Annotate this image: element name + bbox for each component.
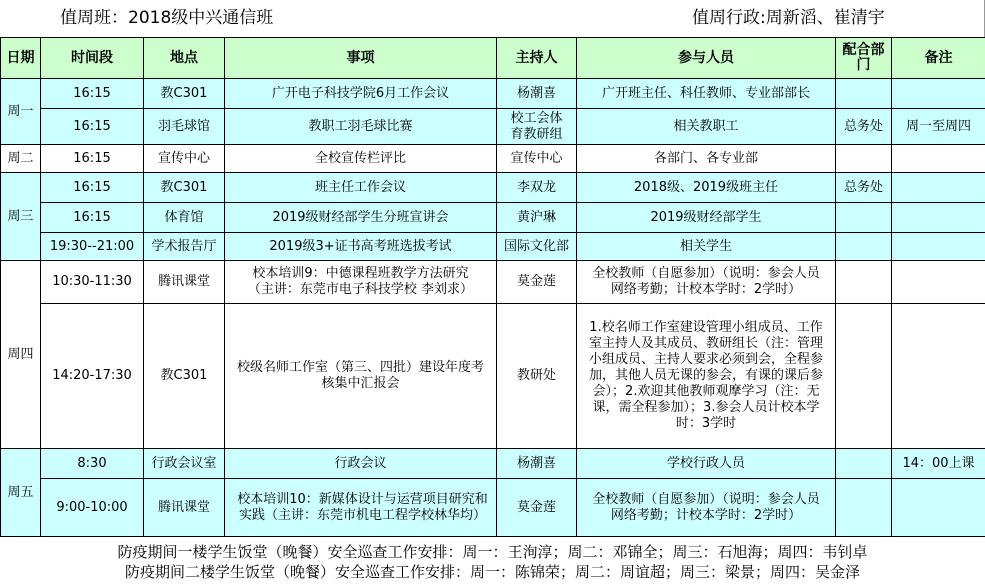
header-item: 事项 [225,38,497,79]
cell-host: 宣传中心 [497,145,577,173]
cell-dept [836,261,892,304]
header-participants: 参与人员 [577,38,836,79]
cell-time: 16:15 [41,173,144,203]
cell-dept [836,304,892,449]
day-wednesday: 周三 [1,173,41,261]
cell-participants: 相关学生 [577,233,836,261]
cell-time: 16:15 [41,109,144,145]
cell-dept [836,145,892,173]
cell-participants: 2018级、2019级班主任 [577,173,836,203]
cell-time: 9:00-10:00 [41,479,144,537]
cell-note: 周一至周四 [892,109,985,145]
cell-participants: 2019级财经部学生 [577,203,836,233]
cell-note [892,304,985,449]
cell-place: 腾讯课堂 [144,261,225,304]
table-row [1,449,985,479]
duty-class: 值周班：2018级中兴通信班 [60,8,274,28]
cell-item: 班主任工作会议 [225,173,497,203]
cell-time: 14:20-17:30 [41,304,144,449]
cell-place: 教C301 [144,173,225,203]
cell-dept: 总务处 [836,173,892,203]
header-day: 日期 [1,38,41,79]
cell-host: 李双龙 [497,173,577,203]
cell-note [892,173,985,203]
table-row [1,261,985,304]
cell-item: 行政会议 [225,449,497,479]
cell-item: 校本培训10：新媒体设计与运营项目研究和实践（主讲：东莞市机电工程学校林华均） [225,479,497,537]
cell-dept [836,79,892,109]
cell-host: 黄沪琳 [497,203,577,233]
top-bar [0,0,985,37]
cell-item: 全校宣传栏评比 [225,145,497,173]
cell-item: 2019级财经部学生分班宣讲会 [225,203,497,233]
day-thursday: 周四 [1,261,41,449]
cell-participants: 广开班主任、科任教师、专业部部长 [577,79,836,109]
cell-note [892,79,985,109]
table-row [1,203,985,233]
cell-time: 19:30--21:00 [41,233,144,261]
cell-participants: 全校教师（自愿参加）（说明：参会人员网络考勤；计校本学时：2学时） [577,261,836,304]
table-row [1,145,985,173]
cell-note [892,479,985,537]
table-row [1,233,985,261]
footer-line-1: 防疫期间一楼学生饭堂（晚餐）安全巡查工作安排：周一：王洵淳；周二：邓锦全；周三：石旭海；周四：韦钊卓 [117,543,868,561]
footer-line-2: 防疫期间二楼学生饭堂（晚餐）安全巡查工作安排：周一：陈锦荣；周二：周谊超；周三：梁景；周四：吴金泽 [124,563,860,581]
cell-place: 学术报告厅 [144,233,225,261]
cell-time: 16:15 [41,145,144,173]
header-note: 备注 [892,38,985,79]
cell-time: 10:30-11:30 [41,261,144,304]
cell-place: 体育馆 [144,203,225,233]
cell-time: 16:15 [41,203,144,233]
cell-item: 教职工羽毛球比赛 [225,109,497,145]
cell-note: 14：00上课 [892,449,985,479]
cell-dept [836,203,892,233]
table-row [1,304,985,449]
cell-item: 2019级3+证书高考班选拔考试 [225,233,497,261]
cell-participants: 学校行政人员 [577,449,836,479]
cell-dept [836,479,892,537]
cell-place: 腾讯课堂 [144,479,225,537]
cell-host: 莫金莲 [497,479,577,537]
cell-note [892,233,985,261]
cell-place: 行政会议室 [144,449,225,479]
header-time: 时间段 [41,38,144,79]
cell-note [892,261,985,304]
cell-item: 校级名师工作室（第三、四批）建设年度考核集中汇报会 [225,304,497,449]
cell-note [892,145,985,173]
cell-time: 16:15 [41,79,144,109]
day-monday: 周一 [1,79,41,145]
duty-admin: 值周行政:周新滔、崔清宇 [692,8,885,28]
cell-place: 宣传中心 [144,145,225,173]
cell-item: 校本培训9：中德课程班教学方法研究（主讲：东莞市电子科技学校 李刘求） [225,261,497,304]
cell-dept [836,449,892,479]
cell-item: 广开电子科技学院6月工作会议 [225,79,497,109]
cell-dept: 总务处 [836,109,892,145]
cell-participants: 各部门、各专业部 [577,145,836,173]
footer-notes [0,542,985,582]
header-dept: 配合部门 [836,38,892,79]
header-place: 地点 [144,38,225,79]
table-row [1,173,985,203]
cell-host: 莫金莲 [497,261,577,304]
day-friday: 周五 [1,449,41,537]
cell-place: 教C301 [144,304,225,449]
header-host: 主持人 [497,38,577,79]
table-row [1,479,985,537]
cell-time: 8:30 [41,449,144,479]
cell-host: 教研处 [497,304,577,449]
cell-place: 教C301 [144,79,225,109]
cell-dept [836,233,892,261]
cell-participants: 相关教职工 [577,109,836,145]
cell-participants: 全校教师（自愿参加）（说明：参会人员网络考勤；计校本学时：2学时） [577,479,836,537]
schedule-table [0,37,985,537]
table-row [1,109,985,145]
cell-participants: 1.校名师工作室建设管理小组成员、工作室主持人及其成员、教研组长（注：管理小组成员、主持人要求必须到会，全程参加，其他人员无课的参会，有课的课后参会）；2.欢迎其他教师观摩学习（注：无课，需全程参加）；3.参会人员计校本学时：3学时 [577,304,836,449]
day-tuesday: 周二 [1,145,41,173]
cell-note [892,203,985,233]
header-row [1,38,985,79]
cell-host: 杨潮喜 [497,449,577,479]
cell-host: 杨潮喜 [497,79,577,109]
table-row [1,79,985,109]
cell-host: 国际文化部 [497,233,577,261]
cell-host: 校工会体育教研组 [497,109,577,145]
cell-place: 羽毛球馆 [144,109,225,145]
